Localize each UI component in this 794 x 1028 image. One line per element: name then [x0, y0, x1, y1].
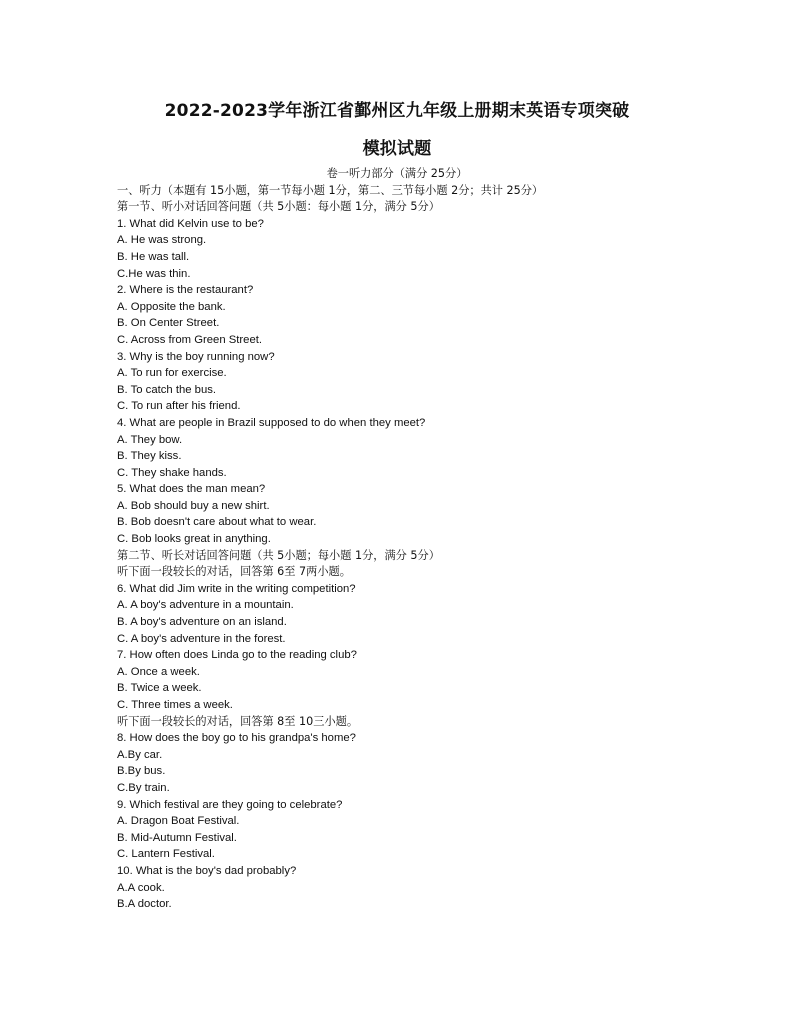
answer-option: A.By car.	[117, 748, 163, 761]
answer-option: A. They bow.	[117, 433, 183, 446]
document-body	[117, 166, 717, 913]
question-text: 10. What is the boy's dad probably?	[117, 864, 297, 877]
answer-option: B. They kiss.	[117, 450, 182, 463]
answer-option: A. Once a week.	[117, 665, 200, 678]
question-text: 4. What are people in Brazil supposed to do when they meet?	[117, 416, 426, 429]
document-title-line-1: 2022-2023学年浙江省鄞州区九年级上册期末英语专项突破	[164, 101, 630, 121]
answer-option: C.By train.	[117, 781, 170, 794]
question-text: 6. What did Jim write in the writing competition?	[117, 582, 356, 595]
answer-option: C. Bob looks great in anything.	[117, 533, 271, 546]
answer-option: B. Mid-Autumn Festival.	[117, 831, 237, 844]
answer-option: A. He was strong.	[117, 234, 207, 247]
answer-option: B. He was tall.	[117, 250, 190, 263]
answer-option: B. To catch the bus.	[117, 383, 217, 396]
section-heading: 卷一听力部分（满分 25分）	[326, 167, 468, 180]
answer-option: C. To run after his friend.	[117, 400, 241, 413]
answer-option: A. Dragon Boat Festival.	[117, 815, 240, 828]
question-text: 7. How often does Linda go to the reading club?	[117, 649, 357, 662]
question-text: 5. What does the man mean?	[117, 483, 266, 496]
question-text: 1. What did Kelvin use to be?	[117, 217, 264, 230]
answer-option: A. Bob should buy a new shirt.	[117, 499, 270, 512]
answer-option: C. Across from Green Street.	[117, 333, 263, 346]
question-text: 3. Why is the boy running now?	[117, 350, 275, 363]
section-instruction: 听下面一段较长的对话，回答第 8至 10三小题。	[117, 714, 359, 728]
section-instruction: 第二节、听长对话回答问题（共 5小题；每小题 1分，满分 5分）	[117, 548, 440, 562]
question-text: 8. How does the boy go to his grandpa's home?	[117, 732, 356, 745]
answer-option: C. A boy's adventure in the forest.	[117, 632, 286, 645]
answer-option: A. Opposite the bank.	[117, 300, 226, 313]
question-text: 2. Where is the restaurant?	[117, 284, 254, 297]
document-title-line-2: 模拟试题	[362, 139, 432, 159]
question-text: 9. Which festival are they going to celebrate?	[117, 798, 343, 811]
answer-option: B.By bus.	[117, 765, 166, 778]
answer-option: C.He was thin.	[117, 267, 191, 280]
answer-option: C. Lantern Festival.	[117, 848, 215, 861]
answer-option: B. Twice a week.	[117, 682, 202, 695]
answer-option: A. To run for exercise.	[117, 367, 227, 380]
section-instruction: 第一节、听小对话回答问题（共 5小题：每小题 1分，满分 5分）	[117, 200, 440, 214]
answer-option: C. They shake hands.	[117, 466, 227, 479]
answer-option: A.A cook.	[117, 881, 165, 894]
answer-option: B.A doctor.	[117, 898, 172, 911]
section-instruction: 一、听力（本题有 15小题，第一节每小题 1分，第二、三节每小题 2分；共计 25分）	[117, 183, 544, 197]
section-instruction: 听下面一段较长的对话，回答第 6至 7两小题。	[117, 565, 351, 579]
answer-option: B. On Center Street.	[117, 317, 220, 330]
answer-option: B. A boy's adventure on an island.	[117, 616, 287, 629]
answer-option: A. A boy's adventure in a mountain.	[117, 599, 294, 612]
answer-option: B. Bob doesn't care about what to wear.	[117, 516, 317, 529]
answer-option: C. Three times a week.	[117, 699, 233, 711]
